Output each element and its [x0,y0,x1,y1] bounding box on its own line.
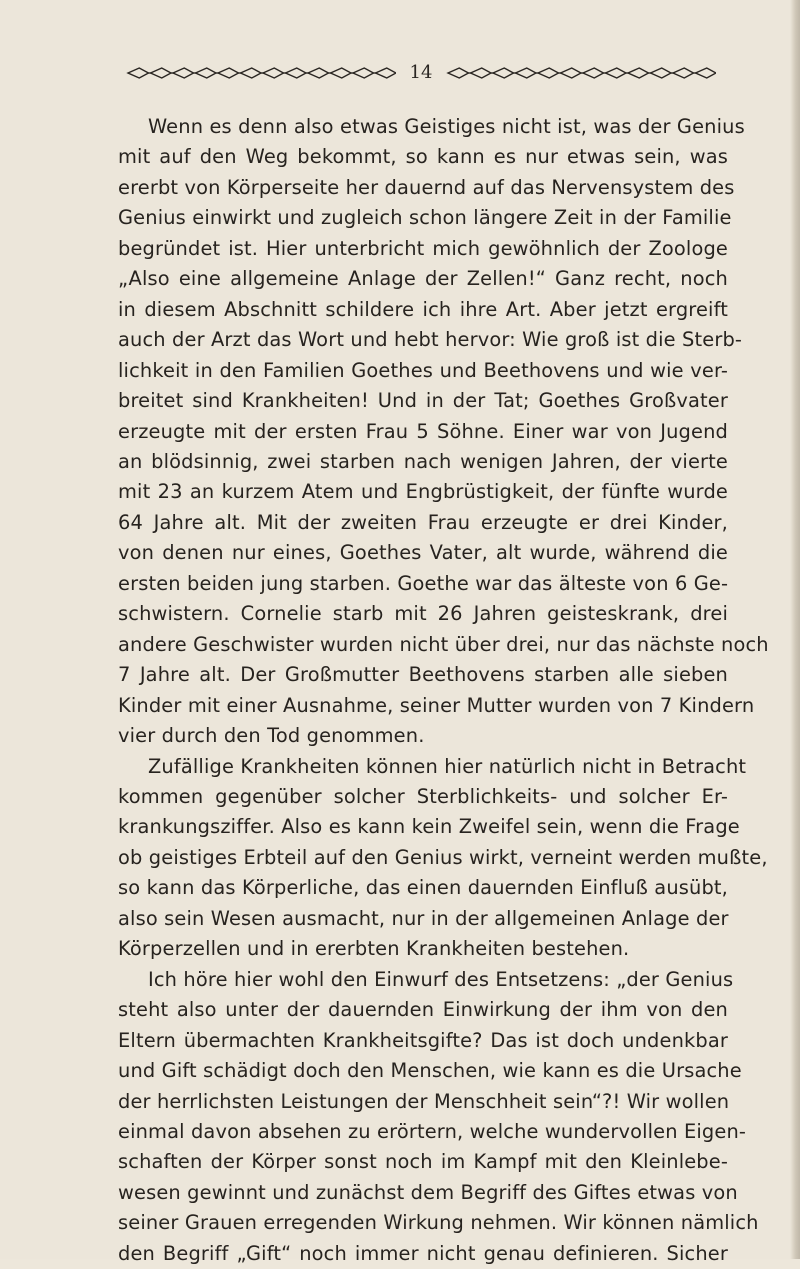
diamond-link [285,68,306,78]
text-line: 64 Jahre alt. Mit der zweiten Frau erzeugte er drei Kinder, [118,510,728,534]
text-line: breitet sind Krankheiten! Und in der Tat; Goethes Großvater [118,389,728,413]
text-line: kommen gegenüber solcher Sterblichkeits- und solcher Er- [118,784,728,808]
text-line: lichkeit in den Familien Goethes und Beethovens und wie ver- [118,358,728,382]
text-line: 7 Jahre alt. Der Großmutter Beethovens starben alle sieben [118,663,728,687]
text-line: mit auf den Weg bekommt, so kann es nur etwas sein, was [118,145,728,169]
text-line: also sein Wesen ausmacht, nur in der allgemeinen Anlage der [118,906,729,930]
diamond-link [330,68,351,78]
page-edge-shadow [790,0,800,1259]
text-line: auch der Arzt das Wort und hebt hervor: Wie groß ist die Sterb- [118,328,743,352]
page-number: 14 [409,62,433,83]
diamond-link [240,68,261,78]
text-line: mit 23 an kurzem Atem und Engbrüstigkeit, der fünfte wurde [118,480,728,504]
diamond-link [651,68,672,78]
diamond-link [195,68,216,78]
text-line: seiner Grauen erregenden Wirkung nehmen. Wir können nämlich [118,1211,759,1235]
text-line: in diesem Abschnitt schildere ich ihre Art. Aber jetzt ergreift [118,297,728,321]
diamond-link [448,68,469,78]
text-line: den Begriff „Gift“ noch immer nicht genau definieren. Sicher [118,1241,728,1265]
text-line: schwistern. Cornelie starb mit 26 Jahren geisteskrank, drei [118,602,728,626]
text-line: schaften der Körper sonst noch im Kampf mit den Kleinlebe- [118,1150,728,1174]
text-line: so kann das Körperliche, das einen dauernden Einfluß ausübt, [118,876,728,900]
text-line: Wenn es denn also etwas Geistiges nicht ist, was der Genius [148,115,745,138]
text-line: Körperzellen und in ererbten Krankheiten bestehen. [118,937,630,961]
text-line: und Gift schädigt doch den Menschen, wie kann es die Ursache [118,1059,742,1083]
diamond-link [353,68,374,78]
text-line: Genius einwirkt und zugleich schon längere Zeit in der Familie [118,206,732,230]
diamond-link [308,68,329,78]
diamond-chain-ornament-right [446,66,716,80]
text-line: steht also unter der dauernden Einwirkung der ihm von den [118,998,728,1022]
diamond-link [150,68,171,78]
diamond-link [516,68,537,78]
diamond-link [128,68,149,78]
text-line: Kinder mit einer Ausnahme, seiner Mutter wurden von 7 Kindern [118,693,755,717]
diamond-link [493,68,514,78]
diamond-link [628,68,649,78]
text-line: ob geistiges Erbteil auf den Genius wirkt, verneint werden mußte, [118,845,768,869]
text-line: Zufällige Krankheiten können hier natürlich nicht in Betracht [148,754,747,778]
text-line: einmal davon absehen zu erörtern, welche wundervollen Eigen- [118,1119,747,1143]
text-line: an blödsinnig, zwei starben nach wenigen Jahren, der vierte [118,449,728,473]
text-line: ererbt von Körperseite her dauernd auf das Nervensystem des [118,175,735,199]
text-line: krankungsziffer. Also es kann kein Zweifel sein, wenn die Frage [118,815,740,839]
text-line: begründet ist. Hier unterbricht mich gewöhnlich der Zoologe [118,236,728,260]
text-line: Eltern übermachten Krankheitsgifte? Das ist doch undenkbar [118,1028,728,1052]
text-line: „Also eine allgemeine Anlage der Zellen!“ Ganz recht, noch [118,267,728,291]
text-line: andere Geschwister wurden nicht über drei, nur das nächste noch [118,632,769,656]
diamond-link [173,68,194,78]
diamond-link [583,68,604,78]
page-header [118,58,724,88]
diamond-link [561,68,582,78]
diamond-link [375,68,396,78]
text-line: ersten beiden jung starben. Goethe war das älteste von 6 Ge- [118,571,729,595]
diamond-link [538,68,559,78]
diamond-link [673,68,694,78]
diamond-link [218,68,239,78]
diamond-link [606,68,627,78]
text-line: von denen nur eines, Goethes Vater, alt wurde, während die [118,541,728,565]
text-line: erzeugte mit der ersten Frau 5 Söhne. Einer war von Jugend [118,419,728,443]
text-line: wesen gewinnt und zunächst dem Begriff des Giftes etwas von [118,1180,738,1204]
text-line: Ich höre hier wohl den Einwurf des Entsetzens: „der Genius [148,967,734,991]
diamond-link [263,68,284,78]
text-line: der herrlichsten Leistungen der Menschheit sein“?! Wir wollen [118,1089,730,1113]
diamond-link [471,68,492,78]
text-line: vier durch den Tod genommen. [118,724,425,748]
diamond-link [696,68,717,78]
page-body-text [118,112,769,1269]
diamond-chain-ornament-left [126,66,396,80]
